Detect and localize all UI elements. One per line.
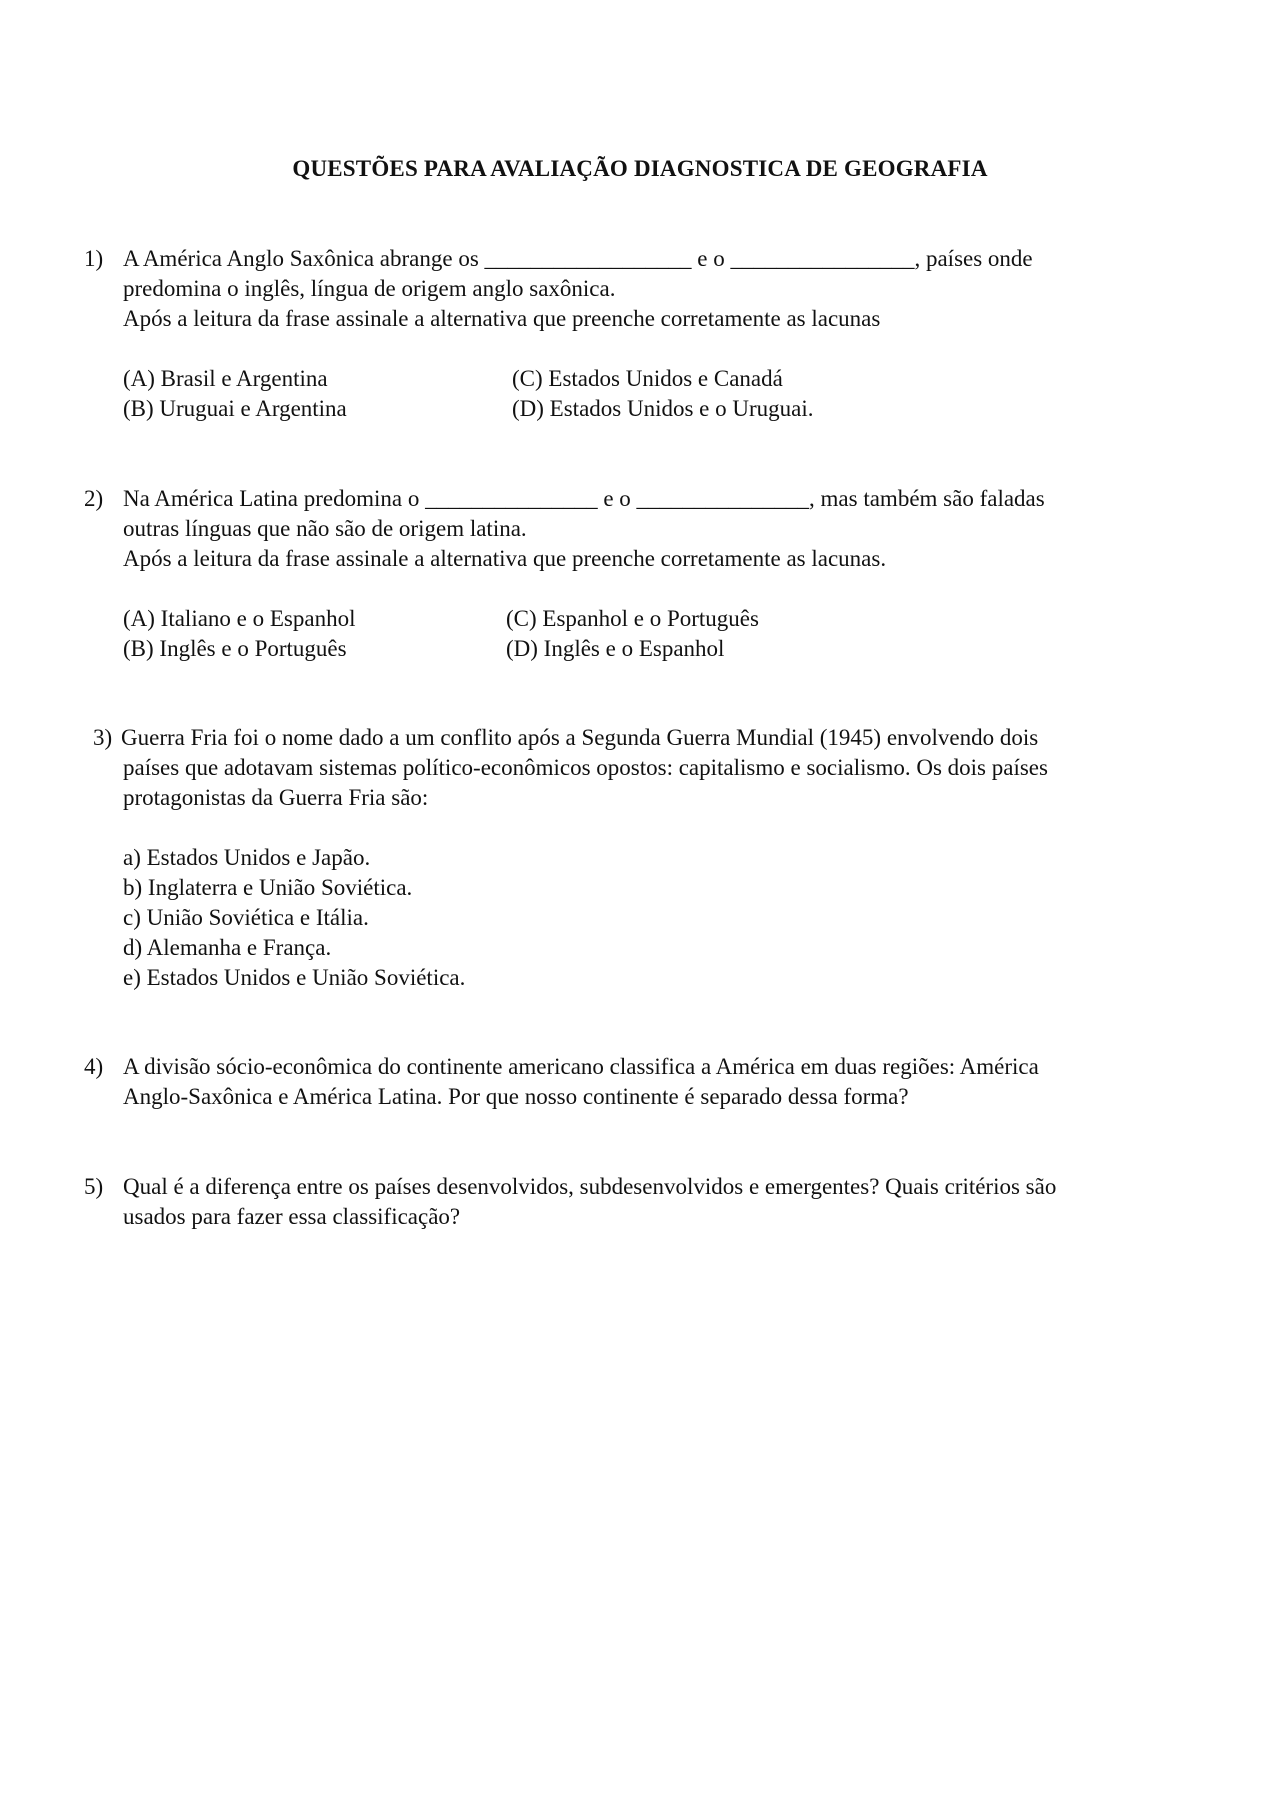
answer-option: (C) Estados Unidos e Canadá bbox=[512, 366, 783, 391]
question-text-line: Após a leitura da frase assinale a alternativa que preenche corretamente as lacunas. bbox=[123, 546, 887, 571]
question-number: 5) bbox=[84, 1174, 104, 1199]
question-text-line: Após a leitura da frase assinale a alternativa que preenche corretamente as lacunas bbox=[123, 306, 881, 331]
question-number: 2) bbox=[84, 486, 104, 511]
question-text-line: Na América Latina predomina o _______________ e o _______________, mas também são faladas bbox=[123, 486, 1045, 511]
question-text-line: Guerra Fria foi o nome dado a um conflito após a Segunda Guerra Mundial (1945) envolvendo dois bbox=[121, 725, 1039, 750]
question-text-line: A divisão sócio-econômica do continente americano classifica a América em duas regiões: América bbox=[123, 1054, 1039, 1079]
answer-option: (A) Italiano e o Espanhol bbox=[123, 606, 356, 631]
answer-option: (B) Inglês e o Português bbox=[123, 636, 347, 661]
document-title: QUESTÕES PARA AVALIAÇÃO DIAGNOSTICA DE GEOGRAFIA bbox=[292, 156, 988, 181]
question-text-line: predomina o inglês, língua de origem anglo saxônica. bbox=[123, 276, 616, 301]
answer-option: (A) Brasil e Argentina bbox=[123, 366, 328, 391]
question-text-line: A América Anglo Saxônica abrange os __________________ e o ________________, países onde bbox=[123, 246, 1033, 271]
answer-option: d) Alemanha e França. bbox=[123, 935, 332, 960]
answer-option: (C) Espanhol e o Português bbox=[506, 606, 759, 631]
answer-option: c) União Soviética e Itália. bbox=[123, 905, 369, 930]
answer-option: (D) Estados Unidos e o Uruguai. bbox=[512, 396, 814, 421]
question-text-line: outras línguas que não são de origem latina. bbox=[123, 516, 527, 541]
answer-option: e) Estados Unidos e União Soviética. bbox=[123, 965, 466, 990]
question-number: 1) bbox=[84, 246, 104, 271]
answer-option: a) Estados Unidos e Japão. bbox=[123, 845, 371, 870]
question-text-line: Qual é a diferença entre os países desenvolvidos, subdesenvolvidos e emergentes? Quais critérios são bbox=[123, 1174, 1057, 1199]
answer-option: (B) Uruguai e Argentina bbox=[123, 396, 347, 421]
question-text-line: países que adotavam sistemas político-econômicos opostos: capitalismo e socialismo. Os dois países bbox=[123, 755, 1048, 780]
question-number: 4) bbox=[84, 1054, 104, 1079]
question-number: 3) bbox=[93, 725, 113, 750]
question-text-line: Anglo-Saxônica e América Latina. Por que nosso continente é separado dessa forma? bbox=[123, 1084, 909, 1109]
answer-option: b) Inglaterra e União Soviética. bbox=[123, 875, 413, 900]
answer-option: (D) Inglês e o Espanhol bbox=[506, 636, 725, 661]
question-text-line: protagonistas da Guerra Fria são: bbox=[123, 785, 429, 810]
question-text-line: usados para fazer essa classificação? bbox=[123, 1204, 461, 1229]
